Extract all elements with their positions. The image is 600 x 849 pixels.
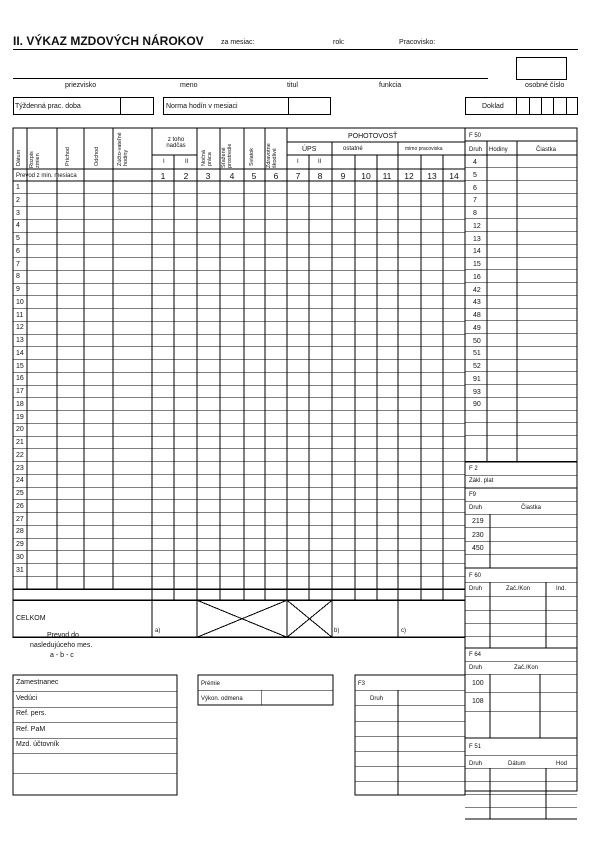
f2-label: Zákl. plat xyxy=(469,478,494,484)
col-number: 9 xyxy=(340,171,346,181)
f64-druh-label: Druh xyxy=(469,665,483,671)
day-number: 17 xyxy=(16,388,24,395)
signature-label: Mzd. účtovník xyxy=(16,741,60,748)
f9-code: 230 xyxy=(472,531,484,539)
transfer-next-line1: Prevod do xyxy=(47,632,79,639)
c-label: c) xyxy=(401,628,406,634)
weekly-hours-label: Týždenná prac. doba xyxy=(15,103,81,110)
f2-title: F 2 xyxy=(469,466,478,472)
f51-druh-label: Druh xyxy=(469,761,483,767)
f3-title: F3 xyxy=(358,681,366,687)
f50-code: 43 xyxy=(473,299,481,307)
f9-code: 450 xyxy=(472,545,484,552)
f60-zackon-label: Zač./Kon xyxy=(506,586,531,592)
f50-title: F 50 xyxy=(469,133,482,139)
col-number: 8 xyxy=(317,171,323,181)
col-number: 11 xyxy=(382,171,392,181)
f50-code: 12 xyxy=(473,222,481,230)
f50-hodiny-label: Hodiny xyxy=(489,147,508,153)
col-shift-header: Rozpis zmien xyxy=(29,151,41,168)
f50-code: 42 xyxy=(473,286,481,294)
surname-label: priezvisko xyxy=(65,82,97,89)
f50-code: 52 xyxy=(473,363,481,370)
overtime-I-header: I xyxy=(163,159,165,165)
day-number: 31 xyxy=(16,566,24,574)
day-number: 3 xyxy=(16,209,20,217)
day-number: 12 xyxy=(16,324,24,332)
day-number: 11 xyxy=(16,311,24,319)
f64-zackon-label: Zač./Kon xyxy=(514,665,539,671)
signature-label: Ref. PaM xyxy=(16,725,46,733)
day-number: 22 xyxy=(16,451,24,459)
transfer-prev-label: Prevod z min. mesiaca xyxy=(16,173,77,179)
form-title: II. VÝKAZ MZDOVÝCH NÁROKOV xyxy=(13,34,204,48)
day-number: 8 xyxy=(16,273,20,281)
f50-code: 48 xyxy=(473,312,481,319)
day-number: 23 xyxy=(16,464,24,472)
f50-code: 7 xyxy=(473,197,477,205)
col-health-header: Zdravotne škodlivé xyxy=(266,143,278,168)
col-env-header: Sťažené prostredie xyxy=(221,143,233,168)
f50-code: 15 xyxy=(473,261,481,268)
day-number: 24 xyxy=(16,477,24,485)
monthly-norm-label: Norma hodín v mesiaci xyxy=(166,103,238,110)
col-number: 14 xyxy=(449,171,459,181)
col-number: 7 xyxy=(295,171,301,181)
f50-code: 90 xyxy=(473,401,481,409)
f50-code: 49 xyxy=(473,324,481,332)
col-departure-header: Odchod xyxy=(94,146,100,166)
standby-offsite-header: mimo pracoviska xyxy=(405,146,443,152)
document-label: Doklad xyxy=(482,103,504,110)
f50-code: 4 xyxy=(473,159,477,166)
day-number: 15 xyxy=(16,362,24,370)
col-number: 10 xyxy=(361,171,371,181)
f50-code: 16 xyxy=(473,273,481,281)
personal-number-label: osobné číslo xyxy=(525,82,565,89)
overtime-header: z toho nadčas xyxy=(166,137,186,149)
f50-code: 50 xyxy=(473,337,481,345)
standby-header: POHOTOVOSŤ xyxy=(348,133,398,140)
day-number: 25 xyxy=(16,490,24,497)
f50-druh-label: Druh xyxy=(469,147,483,153)
col-number: 2 xyxy=(183,171,189,181)
f50-code: 51 xyxy=(473,350,481,358)
col-night-header: Nočná práca xyxy=(201,150,213,166)
signature-label: Zamestnanec xyxy=(16,679,59,686)
col-arrival-header: Príchod xyxy=(65,147,71,166)
col-number: 13 xyxy=(427,171,437,181)
f64-code: 100 xyxy=(472,680,484,687)
vykon-label: Výkon. odmena xyxy=(201,696,243,702)
f50-code: 6 xyxy=(473,184,477,192)
day-number: 13 xyxy=(16,337,24,344)
f50-ciastka-label: Čiastka xyxy=(536,147,557,153)
f50-code: 14 xyxy=(473,248,481,256)
main-table-frame xyxy=(13,128,465,637)
day-number: 5 xyxy=(16,235,20,242)
f9-ciastka-label: Čiastka xyxy=(521,505,542,511)
premie-label: Prémie xyxy=(201,681,221,687)
col-number: 12 xyxy=(404,171,414,181)
right-panel-frame xyxy=(465,128,577,791)
col-billable-header: Zúčto-vateľné hodiny xyxy=(117,132,129,166)
f50-code: 93 xyxy=(473,388,481,396)
day-number: 10 xyxy=(16,298,24,306)
col-number: 3 xyxy=(205,171,211,181)
month-label: za mesiac: xyxy=(221,39,255,46)
col-number: 4 xyxy=(229,171,235,181)
total-label: CELKOM xyxy=(16,615,46,622)
day-number: 30 xyxy=(16,553,24,561)
degree-label: titul xyxy=(287,82,298,89)
f60-ind-label: Ind. xyxy=(556,586,567,592)
ups-I-header: I xyxy=(297,159,299,165)
f51-datum-label: Dátum xyxy=(508,761,526,767)
ups-II-header: II xyxy=(318,159,322,165)
day-number: 18 xyxy=(16,400,24,408)
f50-code: 5 xyxy=(473,171,477,179)
f60-druh-label: Druh xyxy=(469,586,483,592)
day-number: 7 xyxy=(16,260,20,268)
f51-hod-label: Hod xyxy=(556,761,568,767)
f50-code: 8 xyxy=(473,210,477,217)
day-number: 19 xyxy=(16,413,24,421)
transfer-next-line2: nasledujúceho mes. xyxy=(30,642,93,649)
col-holiday-header: Sviatok xyxy=(249,147,255,166)
day-number: 6 xyxy=(16,247,20,255)
day-number: 14 xyxy=(16,349,24,357)
col-number: 5 xyxy=(251,171,257,181)
first-name-label: meno xyxy=(180,82,198,89)
f3-druh-label: Druh xyxy=(370,696,384,702)
ups-header: ÚPS xyxy=(302,146,317,153)
signature-label: Vedúci xyxy=(16,694,38,702)
day-number: 28 xyxy=(16,528,24,536)
signature-label: Ref. pers. xyxy=(16,710,47,717)
b-label: b) xyxy=(334,628,340,634)
day-number: 21 xyxy=(16,439,24,446)
a-label: a) xyxy=(155,628,161,634)
f9-title: F9 xyxy=(469,492,477,498)
day-number: 26 xyxy=(16,502,24,510)
f50-code: 13 xyxy=(473,235,481,243)
f9-code: 219 xyxy=(472,518,484,525)
day-number: 29 xyxy=(16,541,24,548)
day-number: 16 xyxy=(16,375,24,383)
day-number: 4 xyxy=(16,222,20,230)
f3-frame xyxy=(355,675,465,795)
col-number: 6 xyxy=(273,171,279,181)
overtime-II-header: II xyxy=(185,159,189,165)
standby-other-header: ostatné xyxy=(343,146,363,152)
f60-title: F 60 xyxy=(469,573,482,579)
year-label: rok: xyxy=(333,39,345,46)
day-number: 2 xyxy=(16,196,20,204)
f9-druh-label: Druh xyxy=(469,505,483,511)
workplace-label: Pracovisko: xyxy=(399,39,436,46)
col-number: 1 xyxy=(160,171,166,181)
f64-code: 108 xyxy=(472,698,484,705)
day-number: 1 xyxy=(16,184,20,191)
day-number: 27 xyxy=(16,515,24,523)
col-date-header: Dátum xyxy=(16,149,22,166)
transfer-next-line3: a - b - c xyxy=(50,652,74,659)
day-number: 9 xyxy=(16,286,20,293)
f50-code: 91 xyxy=(473,375,481,383)
signature-frame xyxy=(13,675,177,795)
f51-title: F 51 xyxy=(469,744,482,750)
function-label: funkcia xyxy=(379,82,402,89)
day-number: 20 xyxy=(16,426,24,434)
f64-title: F 64 xyxy=(469,652,482,658)
